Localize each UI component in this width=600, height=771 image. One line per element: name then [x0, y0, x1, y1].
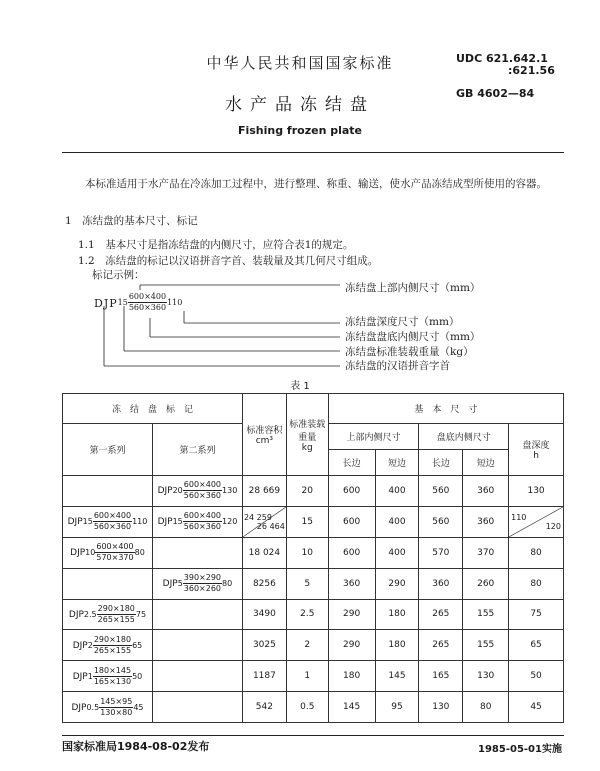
header-series-2: 第二系列 — [152, 424, 242, 476]
top-long-cell: 360 — [328, 568, 375, 599]
mark-depth: 120 — [222, 517, 238, 527]
series1-cell — [63, 476, 153, 507]
header-volume-unit: cm³ — [255, 436, 274, 446]
section-1-heading: 1 冻结盘的基本尺寸、标记 — [65, 215, 198, 227]
top-long-cell: 600 — [328, 537, 375, 568]
top-long-cell: 180 — [328, 661, 375, 692]
volume-cell: 542 — [242, 692, 286, 723]
volume-value-a: 24 259 — [243, 512, 272, 522]
table-row — [63, 537, 564, 568]
bottom-long-cell: 130 — [419, 692, 463, 723]
example-prefix: DJP — [94, 297, 118, 310]
bottom-short-cell: 155 — [463, 599, 509, 630]
load-cell: 2 — [286, 630, 328, 661]
series2-cell — [152, 506, 242, 537]
volume-split-cell — [242, 506, 286, 537]
legend-bottom-size: 冻结盘盘底内侧尺寸（mm） — [345, 331, 481, 343]
bottom-long-cell: 560 — [419, 506, 463, 537]
mark-depth: 75 — [135, 609, 147, 619]
top-short-cell: 180 — [375, 630, 419, 661]
header-bottom-short: 短边 — [463, 450, 509, 476]
page-title: 水产品冻结盘 — [225, 95, 375, 115]
load-cell: 20 — [286, 476, 328, 507]
mark-top: 600×400 — [183, 480, 222, 490]
table-caption: 表 1 — [290, 381, 310, 392]
volume-cell: 1187 — [242, 661, 286, 692]
mark-top: 600×400 — [96, 542, 134, 552]
header-top-long: 长边 — [328, 450, 375, 476]
top-short-cell: 400 — [375, 537, 419, 568]
table-row — [63, 506, 564, 537]
mark-depth: 110 — [132, 517, 148, 527]
mark-prefix: DJP — [72, 640, 88, 651]
mark-prefix: DJP — [67, 517, 83, 528]
bottom-short-cell: 370 — [463, 537, 509, 568]
table-row — [63, 568, 564, 599]
mark-bottom: 570×370 — [96, 553, 134, 563]
top-short-cell: 95 — [375, 692, 419, 723]
mark-bottom: 560×360 — [183, 522, 222, 532]
mark-prefix: DJP — [162, 579, 178, 590]
clause-1-1: 1.1 基本尺寸是指冻结盘的内侧尺寸，应符合表1的规定。 — [78, 239, 354, 251]
bottom-long-cell: 360 — [419, 568, 463, 599]
depth-cell: 80 — [509, 568, 564, 599]
mark-bottom: 560×360 — [183, 491, 222, 501]
mark-fraction — [183, 573, 222, 594]
mark-load: 15 — [82, 517, 93, 527]
bottom-short-cell: 80 — [463, 692, 509, 723]
bottom-short-cell: 360 — [463, 476, 509, 507]
mark-top: 600×400 — [93, 511, 132, 521]
depth-cell: 45 — [509, 692, 564, 723]
publish-date: 国家标准局1984-08-02发布 — [62, 740, 210, 753]
depth-value-b: 120 — [545, 521, 561, 531]
mark-top: 180×145 — [93, 665, 132, 675]
header-top-short: 短边 — [375, 450, 419, 476]
bottom-long-cell: 265 — [419, 630, 463, 661]
series2-cell — [152, 599, 242, 630]
series1-cell — [63, 630, 153, 661]
mark-top: 290×180 — [97, 603, 135, 613]
volume-value-b: 26 464 — [256, 521, 285, 531]
mark-fraction — [93, 511, 132, 532]
page-title-english: Fishing frozen plate — [237, 124, 363, 137]
legend-depth: 冻结盘深度尺寸（mm） — [345, 316, 460, 328]
mark-depth: 80 — [222, 579, 233, 589]
mark-prefix: DJP — [157, 486, 173, 497]
mark-fraction — [93, 666, 132, 687]
series2-cell — [152, 476, 242, 507]
example-load: 15 — [117, 298, 128, 307]
bottom-long-cell: 265 — [419, 599, 463, 630]
top-short-cell: 400 — [375, 506, 419, 537]
load-cell: 10 — [286, 537, 328, 568]
mark-depth: 45 — [133, 702, 144, 712]
mark-prefix: DJP — [72, 671, 88, 682]
top-long-cell: 290 — [328, 599, 375, 630]
dimension-table — [62, 393, 564, 723]
intro-paragraph: 本标准适用于水产品在冷冻加工过程中，进行整理、称重、输送，使水产品冻结成型所使用的容器。 — [85, 178, 547, 190]
depth-split-cell — [509, 506, 564, 537]
bottom-short-cell: 260 — [463, 568, 509, 599]
udc-line-1: UDC 621.642.1 — [456, 52, 548, 65]
header-bottom-long: 长边 — [419, 450, 463, 476]
mark-bottom: 265×155 — [93, 645, 132, 655]
depth-cell: 50 — [509, 661, 564, 692]
header-depth — [509, 424, 564, 476]
mark-fraction — [183, 511, 222, 532]
legend-load: 冻结盘标准装载重量（kg） — [345, 346, 474, 358]
table-row — [63, 630, 564, 661]
series1-cell — [63, 599, 153, 630]
volume-cell: 8256 — [242, 568, 286, 599]
depth-cell: 65 — [509, 630, 564, 661]
header-top-size: 上部内侧尺寸 — [328, 424, 419, 450]
bottom-short-cell: 155 — [463, 630, 509, 661]
mark-fraction — [95, 542, 134, 563]
top-short-cell: 180 — [375, 599, 419, 630]
bottom-short-cell: 130 — [463, 661, 509, 692]
gb-number: GB 4602—84 — [456, 87, 535, 100]
series1-cell — [63, 661, 153, 692]
header-volume — [242, 394, 286, 476]
depth-cell: 80 — [509, 537, 564, 568]
mark-depth: 65 — [132, 640, 143, 650]
top-short-cell: 290 — [375, 568, 419, 599]
top-long-cell: 290 — [328, 630, 375, 661]
footer-divider — [62, 735, 564, 736]
series2-cell — [152, 568, 242, 599]
bottom-long-cell: 570 — [419, 537, 463, 568]
mark-top: 145×95 — [100, 696, 133, 706]
table-row — [63, 599, 564, 630]
top-long-cell: 600 — [328, 506, 375, 537]
mark-load: 20 — [172, 486, 183, 496]
bottom-long-cell: 165 — [419, 661, 463, 692]
series2-cell — [152, 537, 242, 568]
header-series-1: 第一系列 — [63, 424, 153, 476]
series2-cell — [152, 661, 242, 692]
mark-fraction — [99, 697, 133, 718]
header-load — [286, 394, 328, 476]
header-load-label: 标准装载重量 — [289, 419, 326, 443]
volume-cell: 3025 — [242, 630, 286, 661]
mark-bottom: 130×80 — [100, 707, 133, 717]
mark-depth: 50 — [132, 671, 143, 681]
mark-prefix: DJP — [70, 548, 86, 559]
mark-bottom: 560×360 — [93, 522, 132, 532]
mark-top: 290×180 — [93, 634, 132, 644]
mark-top: 600×400 — [183, 511, 222, 521]
header-depth-unit: h — [533, 451, 539, 461]
header-basic-size: 基 本 尺 寸 — [328, 394, 563, 424]
load-cell: 2.5 — [286, 599, 328, 630]
series1-cell — [63, 568, 153, 599]
mark-load: 15 — [172, 517, 183, 527]
depth-cell: 75 — [509, 599, 564, 630]
effective-date: 1985-05-01实施 — [478, 744, 562, 755]
mark-load: 2.5 — [83, 609, 97, 619]
mark-fraction — [183, 480, 222, 501]
header-bottom-size: 盘底内侧尺寸 — [419, 424, 509, 450]
mark-fraction — [97, 604, 136, 625]
issuing-authority: 中华人民共和国国家标准 — [206, 54, 394, 72]
mark-bottom: 265×155 — [97, 614, 135, 624]
header-depth-label: 盘深度 — [522, 441, 550, 451]
volume-cell: 18 024 — [242, 537, 286, 568]
depth-cell: 130 — [509, 476, 564, 507]
mark-prefix: DJP — [157, 517, 173, 528]
top-short-cell: 145 — [375, 661, 419, 692]
legend-top-size: 冻结盘上部内侧尺寸（mm） — [345, 282, 481, 294]
top-long-cell: 145 — [328, 692, 375, 723]
header-load-unit: kg — [301, 442, 313, 453]
load-cell: 5 — [286, 568, 328, 599]
legend-prefix: 冻结盘的汉语拼音字首 — [345, 360, 450, 372]
mark-depth: 130 — [222, 486, 238, 496]
mark-prefix: DJP — [68, 609, 84, 620]
mark-load: 5 — [177, 579, 183, 589]
series2-cell — [152, 630, 242, 661]
mark-load: 0.5 — [86, 702, 100, 712]
mark-prefix: DJP — [71, 702, 87, 713]
mark-depth: 80 — [134, 548, 145, 558]
header-volume-label: 标准容积 — [246, 426, 283, 436]
mark-fraction — [93, 635, 132, 656]
example-top-size: 600×400 — [128, 292, 167, 301]
mark-bottom: 165×130 — [93, 676, 132, 686]
load-cell: 15 — [286, 506, 328, 537]
clause-1-2: 1.2 冻结盘的标记以汉语拼音字首、装载量及其几何尺寸组成。 — [78, 255, 379, 267]
series1-cell — [63, 537, 153, 568]
series2-cell — [152, 692, 242, 723]
depth-value-a: 110 — [511, 512, 527, 522]
series1-cell — [63, 692, 153, 723]
bottom-short-cell: 360 — [463, 506, 509, 537]
mark-top: 390×290 — [183, 573, 222, 583]
load-cell: 1 — [286, 661, 328, 692]
udc-line-2: :621.56 — [508, 64, 555, 77]
volume-cell: 3490 — [242, 599, 286, 630]
top-long-cell: 600 — [328, 476, 375, 507]
example-depth: 110 — [167, 298, 183, 307]
top-short-cell: 400 — [375, 476, 419, 507]
header-marking: 冻 结 盘 标 记 — [63, 394, 243, 424]
mark-load: 1 — [87, 671, 93, 681]
load-cell: 0.5 — [286, 692, 328, 723]
mark-load: 2 — [87, 640, 93, 650]
mark-load: 10 — [85, 548, 96, 558]
bottom-long-cell: 560 — [419, 476, 463, 507]
example-bottom-size: 560×360 — [128, 303, 167, 312]
table-row — [63, 692, 564, 723]
volume-cell: 28 669 — [242, 476, 286, 507]
table-row — [63, 661, 564, 692]
example-label: 标记示例： — [92, 269, 145, 281]
table-row — [63, 476, 564, 507]
mark-bottom: 360×260 — [183, 584, 222, 594]
series1-cell — [63, 506, 153, 537]
